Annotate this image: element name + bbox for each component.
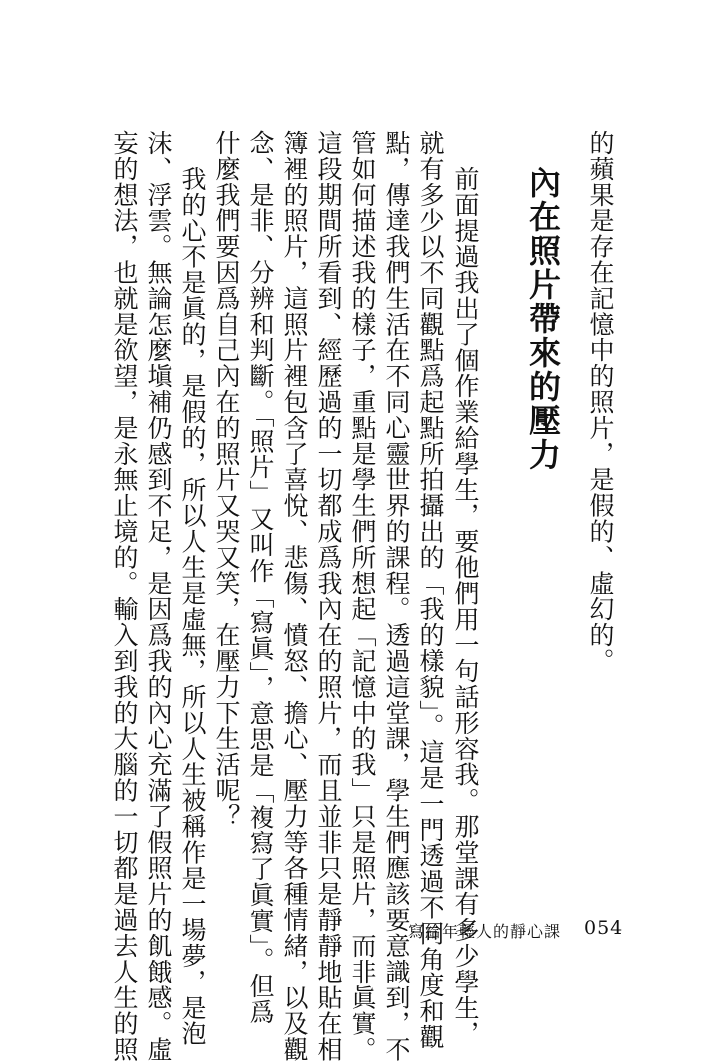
text-column: 念、是非、分辨和判斷。「照片」又叫作「寫眞」，意思是「複寫了眞實」。但爲	[246, 130, 275, 1025]
text-column: 就有多少以不同觀點爲起點所拍攝出的「我的樣貌」。這是一門透過不同角度和觀	[416, 130, 445, 1050]
text-column: 管如何描述我的樣子，重點是學生們所想起「記憶中的我」只是照片，而非眞實。	[348, 130, 377, 1062]
text-column: 這段期間所看到、經歷過的一切都成爲我內在的照片，而且並非只是靜靜地貼在相	[314, 130, 343, 1062]
text-column: 簿裡的照片，這照片裡包含了喜悅、悲傷、憤怒、擔心、壓力等各種情緒，以及觀	[280, 130, 309, 1062]
text-column: 的蘋果是存在記憶中的照片，是假的、虛幻的。	[586, 130, 615, 674]
page-number: 054	[584, 917, 624, 939]
text-column: 點，傳達我們生活在不同心靈世界的課程。透過這堂課，學生們應該要意識到，不	[382, 130, 411, 1062]
text-column: 前面提過我出了個作業給學生，要他們用一句話形容我。那堂課有多少學生，	[451, 166, 480, 1047]
text-column: 我的心不是眞的，是假的，所以人生是虛無，所以人生被稱作是一場夢，是泡	[178, 166, 207, 1047]
text-column: 沫、浮雲。無論怎麼塡補仍感到不足，是因爲我的內心充滿了假照片的飢餓感。虛	[144, 130, 173, 1062]
text-column: 妄的想法，也就是欲望，是永無止境的。輸入到我的大腦的一切都是過去人生的照	[110, 130, 139, 1062]
section-heading: 內在照片帶來的壓力	[524, 166, 562, 472]
text-column: 什麼我們要因爲自己內在的照片又哭又笑，在壓力下生活呢？	[212, 130, 241, 830]
running-footer-title: 寫給年輕人的靜心課	[408, 922, 562, 941]
